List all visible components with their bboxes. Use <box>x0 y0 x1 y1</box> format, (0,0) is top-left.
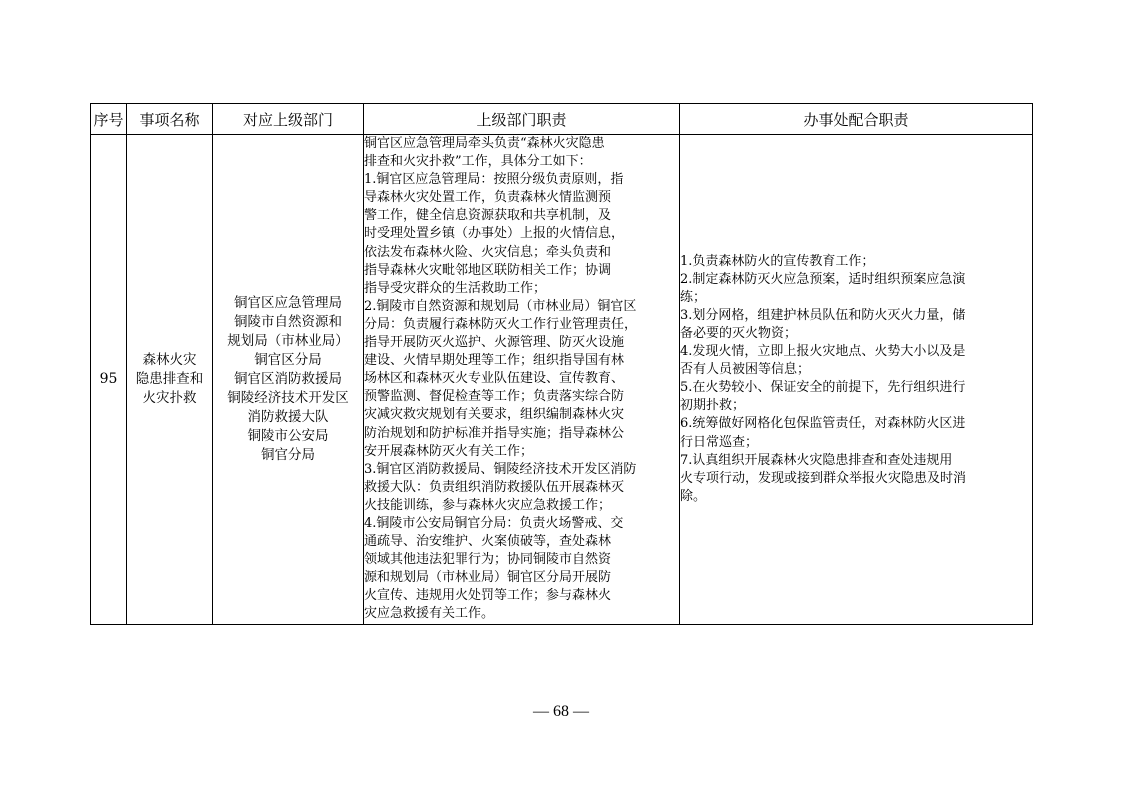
upper-duty-line: 时受理处置乡镇（办事处）上报的火情信息， <box>364 226 625 242</box>
upper-duty-line: 分局：负责履行森林防灭火工作行业管理责任， <box>364 316 638 332</box>
office-duty-line: 7.认真组织开展森林火灾隐患排查和查处违规用 <box>680 452 953 468</box>
item-name-line: 隐患排查和 <box>135 370 204 387</box>
upper-duty-line: 防治规划和防护标准并指导实施；指导森林公 <box>364 425 625 441</box>
upper-duty-line: 2.铜陵市自然资源和规划局（市林业局）铜官区 <box>364 298 637 314</box>
department-line: 规划局（市林业局） <box>227 332 349 349</box>
upper-duty-line: 4.铜陵市公安局铜官分局：负责火场警戒、交 <box>364 515 624 531</box>
row-number: 95 <box>91 135 127 625</box>
upper-duty-line: 救援大队：负责组织消防救援队伍开展森林灭 <box>364 479 625 495</box>
upper-duty-line: 指导受灾群众的生活救助工作； <box>364 280 547 296</box>
office-duty-line: 除。 <box>680 488 707 504</box>
upper-duty-line: 导森林火灾处置工作，负责森林火情监测预 <box>364 190 612 206</box>
upper-duty-line: 指导森林火灾毗邻地区联防相关工作；协调 <box>364 262 612 278</box>
office-duty-line: 否有人员被困等信息； <box>680 362 811 378</box>
upper-duty-line: 1.铜官区应急管理局：按照分级负责原则，指 <box>364 172 624 188</box>
upper-duty-line: 安开展森林防灭火有关工作； <box>364 443 534 459</box>
office-duty-line: 5.在火势较小、保证安全的前提下，先行组织进行 <box>680 380 966 396</box>
office-duty-line: 6.统筹做好网格化包保监管责任，对森林防火区进 <box>680 416 966 432</box>
department-line: 铜陵经济技术开发区 <box>227 389 349 406</box>
upper-duty-line: 灾应急救援有关工作。 <box>364 606 495 622</box>
office-duty-line: 4.发现火情，立即上报火灾地点、火势大小以及是 <box>680 344 966 360</box>
item-name-line: 火灾扑救 <box>142 389 197 406</box>
upper-duty-line: 源和规划局（市林业局）铜官区分局开展防 <box>364 570 612 586</box>
upper-duty-line: 预警监测、督促检查等工作；负责落实综合防 <box>364 389 625 405</box>
row-item-name <box>127 135 213 625</box>
duty-table <box>90 103 1033 625</box>
office-duty-line: 行日常巡查； <box>680 434 759 450</box>
upper-duty-line: 警工作，健全信息资源获取和共享机制，及 <box>364 208 612 224</box>
upper-duty-line: 领域其他违法犯罪行为；协同铜陵市自然资 <box>364 552 612 568</box>
upper-duty-line: 3.铜官区消防救援局、铜陵经济技术开发区消防 <box>364 461 637 477</box>
header-upper-duties: 上级部门职责 <box>364 104 680 135</box>
upper-duty-line: 场林区和森林灭火专业队伍建设、宣传教育、 <box>364 371 625 387</box>
item-name-line: 森林火灾 <box>142 351 197 368</box>
table-header-row <box>91 104 1033 135</box>
department-line: 消防救援大队 <box>247 408 329 425</box>
department-line: 铜官区分局 <box>254 351 322 368</box>
department-line: 铜官区消防救援局 <box>234 370 342 387</box>
department-line: 铜官分局 <box>261 446 315 463</box>
upper-duty-line: 排查和火灾扑救”工作，具体分工如下： <box>364 154 592 170</box>
upper-duty-line: 火技能训练，参与森林火灾应急救援工作； <box>364 497 612 513</box>
table-row <box>91 135 1033 625</box>
department-line: 铜陵市公安局 <box>247 427 329 444</box>
header-department: 对应上级部门 <box>213 104 364 135</box>
office-duty-line: 备必要的灭火物资； <box>680 325 798 341</box>
office-duty-line: 练； <box>680 289 707 305</box>
department-line: 铜陵市自然资源和 <box>234 313 342 330</box>
office-duty-line: 1.负责森林防火的宣传教育工作； <box>680 253 875 269</box>
upper-duty-line: 依法发布森林火险、火灾信息；牵头负责和 <box>364 244 612 260</box>
office-duty-line: 初期扑救； <box>680 398 746 414</box>
header-office-duties: 办事处配合职责 <box>680 104 1033 135</box>
office-duty-line: 3.划分网格，组建护林员队伍和防火灭火力量，储 <box>680 307 966 323</box>
upper-duty-line: 指导开展防灭火巡护、火源管理、防灭火设施 <box>364 335 625 351</box>
office-duty-line: 2.制定森林防灭火应急预案，适时组织预案应急演 <box>680 271 966 287</box>
upper-duty-line: 铜官区应急管理局牵头负责“森林火灾隐患 <box>364 136 605 151</box>
header-number: 序号 <box>91 104 127 135</box>
page-number: — 68 — <box>533 703 589 720</box>
row-upper-duties <box>364 135 680 625</box>
upper-duty-line: 火宣传、违规用火处罚等工作；参与森林火 <box>364 588 612 604</box>
department-line: 铜官区应急管理局 <box>234 294 342 311</box>
office-duty-line: 火专项行动，发现或接到群众举报火灾隐患及时消 <box>680 470 967 486</box>
row-departments <box>213 135 364 625</box>
upper-duty-line: 建设、火情早期处理等工作；组织指导国有林 <box>364 353 625 369</box>
header-item-name: 事项名称 <box>127 104 213 135</box>
upper-duty-line: 灾减灾救灾规划有关要求，组织编制森林火灾 <box>364 407 625 423</box>
upper-duty-line: 通疏导、治安维护、火案侦破等，查处森林 <box>364 534 612 550</box>
row-office-duties <box>680 135 1033 625</box>
